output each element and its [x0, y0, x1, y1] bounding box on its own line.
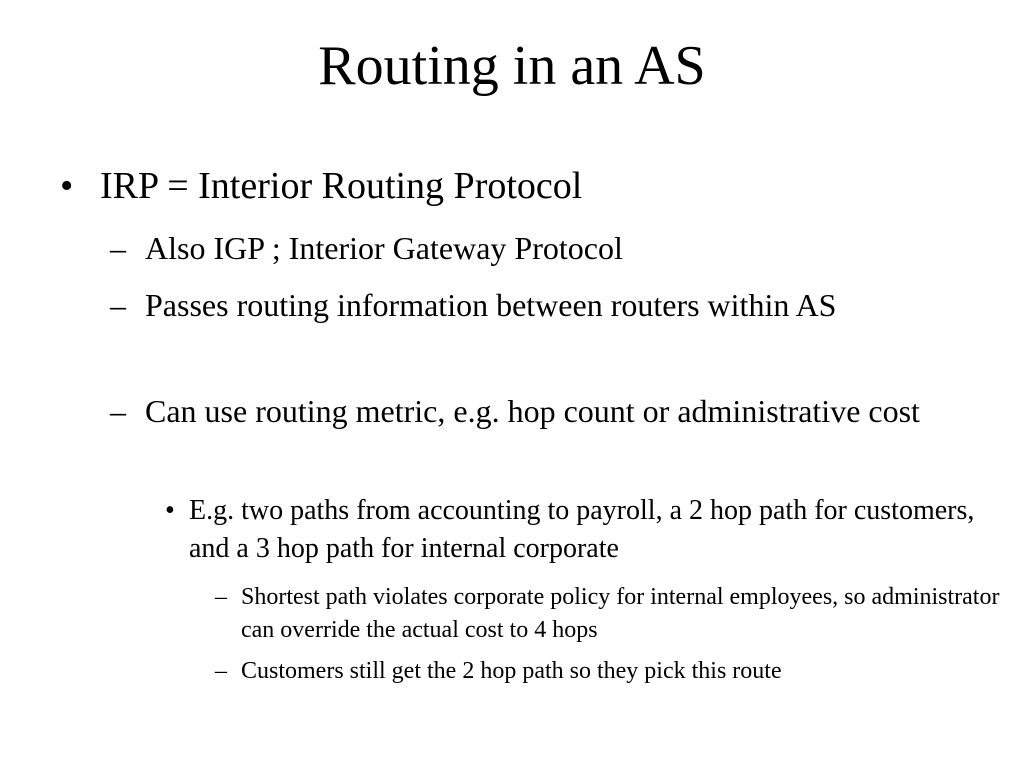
dash-marker: – — [215, 658, 227, 684]
bullet-marker: • — [60, 165, 74, 207]
dash-marker: – — [215, 584, 227, 610]
bullet-passes-routing — [110, 284, 970, 327]
dash-marker: – — [110, 393, 126, 429]
bullet-shortest-path-policy — [215, 581, 1005, 647]
bullet-text: Also IGP ; Interior Gateway Protocol — [145, 230, 623, 266]
bullet-also-igp — [110, 227, 970, 270]
bullet-marker: • — [165, 495, 175, 526]
bullet-text: Shortest path violates corporate policy for internal employees, so administrator can override the actual cost to 4 hops — [241, 584, 1000, 643]
bullet-text: IRP = Interior Routing Protocol — [100, 165, 583, 207]
bullet-text: E.g. two paths from accounting to payroll, a 2 hop path for customers, and a 3 hop path for internal corporate — [189, 495, 975, 564]
slide-title: Routing in an AS — [318, 35, 706, 97]
bullet-customers-route — [215, 655, 1005, 688]
bullet-two-paths-example — [165, 492, 985, 568]
dash-marker: – — [110, 287, 126, 323]
bullet-text: Can use routing metric, e.g. hop count or administrative cost — [145, 393, 920, 429]
dash-marker: – — [110, 230, 126, 266]
bullet-text: Passes routing information between routers within AS — [145, 287, 837, 323]
bullet-routing-metric — [110, 390, 970, 433]
bullet-irp — [60, 164, 960, 208]
bullet-text: Customers still get the 2 hop path so they pick this route — [241, 658, 782, 684]
